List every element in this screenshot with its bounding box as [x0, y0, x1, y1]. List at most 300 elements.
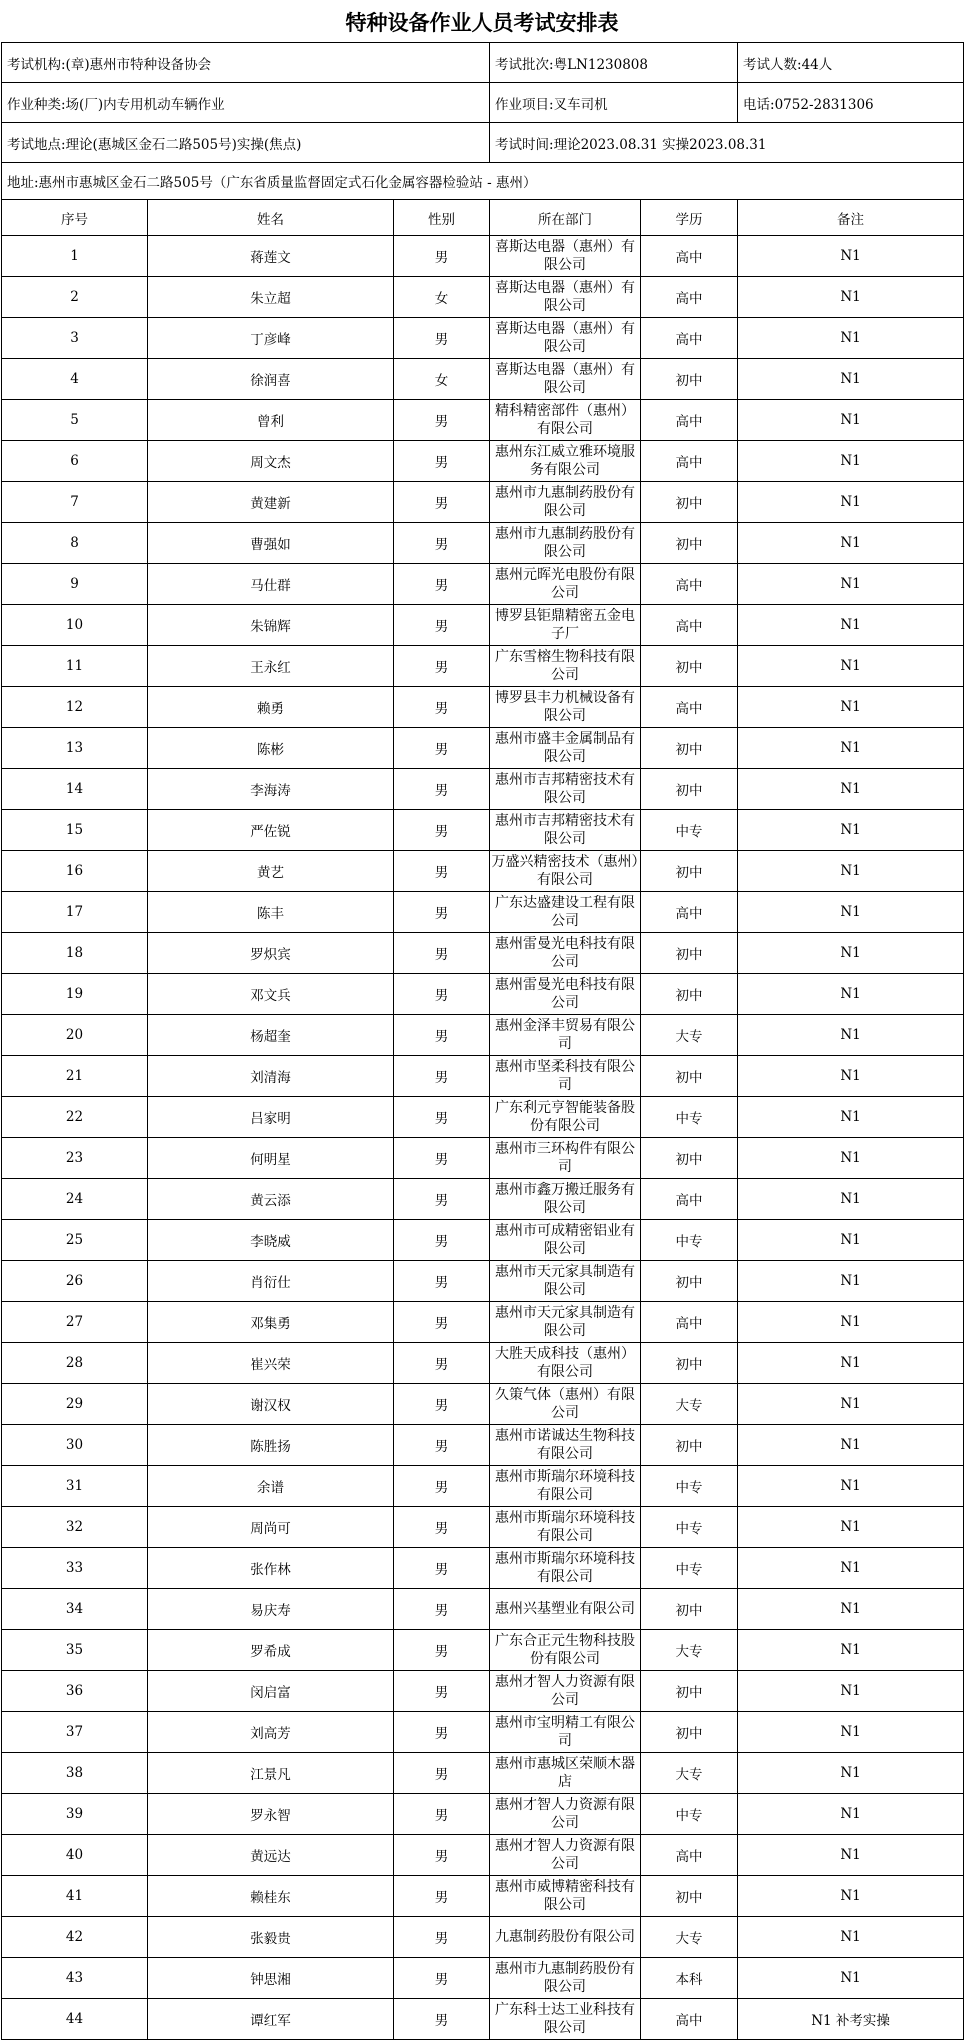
- cell-remark: N1: [738, 482, 964, 523]
- cell-dept: 博罗县丰力机械设备有限公司: [490, 687, 641, 728]
- cell-remark: N1: [738, 1343, 964, 1384]
- cell-remark: N1: [738, 523, 964, 564]
- cell-gender: 男: [394, 1343, 490, 1384]
- table-row: [2, 400, 964, 441]
- cell-gender: 男: [394, 769, 490, 810]
- cell-no: 33: [2, 1548, 148, 1589]
- cell-name: 周文杰: [148, 441, 394, 482]
- cell-gender: 男: [394, 1220, 490, 1261]
- cell-name: 刘高芳: [148, 1712, 394, 1753]
- table-row: [2, 851, 964, 892]
- cell-dept: 喜斯达电器（惠州）有限公司: [490, 236, 641, 277]
- cell-no: 2: [2, 277, 148, 318]
- cell-gender: 男: [394, 687, 490, 728]
- cell-gender: 男: [394, 1425, 490, 1466]
- cell-gender: 男: [394, 1466, 490, 1507]
- header-name: 姓名: [148, 200, 394, 236]
- cell-dept: 惠州兴基塑业有限公司: [490, 1589, 641, 1630]
- cell-dept: 惠州市三环构件有限公司: [490, 1138, 641, 1179]
- cell-dept: 惠州市斯瑞尔环境科技有限公司: [490, 1548, 641, 1589]
- table-row: [2, 1671, 964, 1712]
- cell-no: 14: [2, 769, 148, 810]
- table-row: [2, 523, 964, 564]
- cell-name: 黄云添: [148, 1179, 394, 1220]
- cell-name: 杨超奎: [148, 1015, 394, 1056]
- cell-name: 周尚可: [148, 1507, 394, 1548]
- table-row: [2, 1589, 964, 1630]
- cell-remark: N1: [738, 1753, 964, 1794]
- cell-remark: N1: [738, 1712, 964, 1753]
- table-row: [2, 1753, 964, 1794]
- cell-name: 陈胜扬: [148, 1425, 394, 1466]
- cell-name: 肖衍仕: [148, 1261, 394, 1302]
- cell-name: 张作林: [148, 1548, 394, 1589]
- cell-name: 黄建新: [148, 482, 394, 523]
- cell-dept: 惠州市斯瑞尔环境科技有限公司: [490, 1466, 641, 1507]
- table-row: [2, 1220, 964, 1261]
- cell-gender: 男: [394, 1999, 490, 2040]
- cell-remark: N1: [738, 851, 964, 892]
- cell-remark: N1: [738, 441, 964, 482]
- cell-no: 31: [2, 1466, 148, 1507]
- cell-edu: 初中: [641, 1261, 738, 1302]
- cell-no: 43: [2, 1958, 148, 1999]
- cell-no: 3: [2, 318, 148, 359]
- cell-remark: N1: [738, 892, 964, 933]
- cell-edu: 大专: [641, 1753, 738, 1794]
- cell-remark: N1: [738, 974, 964, 1015]
- cell-name: 崔兴荣: [148, 1343, 394, 1384]
- table-row: [2, 1835, 964, 1876]
- cell-dept: 精科精密部件（惠州）有限公司: [490, 400, 641, 441]
- info-row-1: [2, 43, 964, 83]
- cell-edu: 初中: [641, 1589, 738, 1630]
- cell-no: 34: [2, 1589, 148, 1630]
- cell-gender: 男: [394, 728, 490, 769]
- cell-edu: 高中: [641, 236, 738, 277]
- cell-edu: 初中: [641, 1343, 738, 1384]
- cell-gender: 男: [394, 1302, 490, 1343]
- cell-remark: N1: [738, 236, 964, 277]
- cell-no: 39: [2, 1794, 148, 1835]
- cell-edu: 初中: [641, 1712, 738, 1753]
- cell-remark: N1: [738, 769, 964, 810]
- cell-edu: 高中: [641, 687, 738, 728]
- cell-gender: 男: [394, 810, 490, 851]
- cell-dept: 久策气体（惠州）有限公司: [490, 1384, 641, 1425]
- cell-edu: 中专: [641, 810, 738, 851]
- cell-no: 26: [2, 1261, 148, 1302]
- cell-name: 马仕群: [148, 564, 394, 605]
- table-row: [2, 564, 964, 605]
- cell-edu: 高中: [641, 318, 738, 359]
- cell-no: 35: [2, 1630, 148, 1671]
- cell-dept: 惠州才智人力资源有限公司: [490, 1835, 641, 1876]
- cell-name: 曾利: [148, 400, 394, 441]
- cell-remark: N1: [738, 1384, 964, 1425]
- cell-dept: 万盛兴精密技术（惠州）有限公司: [490, 851, 641, 892]
- cell-dept: 广东雪榕生物科技有限公司: [490, 646, 641, 687]
- cell-name: 余谱: [148, 1466, 394, 1507]
- cell-no: 12: [2, 687, 148, 728]
- cell-edu: 大专: [641, 1384, 738, 1425]
- table-row: [2, 1179, 964, 1220]
- cell-gender: 男: [394, 441, 490, 482]
- cell-no: 7: [2, 482, 148, 523]
- cell-remark: N1: [738, 605, 964, 646]
- cell-dept: 广东科士达工业科技有限公司: [490, 1999, 641, 2040]
- cell-name: 吕家明: [148, 1097, 394, 1138]
- cell-gender: 男: [394, 1958, 490, 1999]
- cell-gender: 男: [394, 605, 490, 646]
- cell-gender: 男: [394, 1138, 490, 1179]
- table-row: [2, 728, 964, 769]
- cell-name: 刘清海: [148, 1056, 394, 1097]
- cell-gender: 女: [394, 359, 490, 400]
- exam-batch: 考试批次:粤LN1230808: [490, 43, 738, 83]
- cell-remark: N1: [738, 1425, 964, 1466]
- table-row: [2, 974, 964, 1015]
- cell-remark: N1: [738, 1261, 964, 1302]
- cell-name: 罗希成: [148, 1630, 394, 1671]
- cell-gender: 男: [394, 1015, 490, 1056]
- cell-dept: 惠州市天元家具制造有限公司: [490, 1302, 641, 1343]
- cell-no: 36: [2, 1671, 148, 1712]
- table-row: [2, 1917, 964, 1958]
- cell-name: 蒋莲文: [148, 236, 394, 277]
- cell-gender: 男: [394, 1589, 490, 1630]
- cell-gender: 男: [394, 1835, 490, 1876]
- table-row: [2, 933, 964, 974]
- cell-gender: 男: [394, 1179, 490, 1220]
- cell-no: 13: [2, 728, 148, 769]
- cell-edu: 高中: [641, 441, 738, 482]
- cell-gender: 女: [394, 277, 490, 318]
- cell-edu: 高中: [641, 277, 738, 318]
- table-row: [2, 359, 964, 400]
- header-no: 序号: [2, 200, 148, 236]
- cell-remark: N1: [738, 1835, 964, 1876]
- cell-name: 黄远达: [148, 1835, 394, 1876]
- cell-name: 丁彦峰: [148, 318, 394, 359]
- cell-name: 赖勇: [148, 687, 394, 728]
- table-row: [2, 646, 964, 687]
- cell-gender: 男: [394, 1712, 490, 1753]
- table-row: [2, 1999, 964, 2040]
- cell-no: 38: [2, 1753, 148, 1794]
- cell-edu: 高中: [641, 564, 738, 605]
- cell-remark: N1: [738, 810, 964, 851]
- cell-dept: 惠州市宝明精工有限公司: [490, 1712, 641, 1753]
- cell-remark: N1: [738, 564, 964, 605]
- cell-dept: 惠州东江威立雅环境服务有限公司: [490, 441, 641, 482]
- table-row: [2, 892, 964, 933]
- cell-dept: 惠州金泽丰贸易有限公司: [490, 1015, 641, 1056]
- cell-dept: 惠州元晖光电股份有限公司: [490, 564, 641, 605]
- table-header: [2, 200, 964, 236]
- table-row: [2, 687, 964, 728]
- cell-gender: 男: [394, 892, 490, 933]
- cell-no: 1: [2, 236, 148, 277]
- cell-gender: 男: [394, 1794, 490, 1835]
- cell-dept: 惠州市吉邦精密技术有限公司: [490, 810, 641, 851]
- cell-no: 15: [2, 810, 148, 851]
- cell-dept: 惠州雷曼光电科技有限公司: [490, 974, 641, 1015]
- table-row: [2, 605, 964, 646]
- cell-remark: N1: [738, 1671, 964, 1712]
- cell-no: 16: [2, 851, 148, 892]
- address: 地址:惠州市惠城区金石二路505号（广东省质量监督固定式石化金属容器检验站 - 惠州）: [2, 163, 964, 200]
- cell-no: 42: [2, 1917, 148, 1958]
- cell-dept: 喜斯达电器（惠州）有限公司: [490, 318, 641, 359]
- cell-no: 11: [2, 646, 148, 687]
- header-dept: 所在部门: [490, 200, 641, 236]
- cell-dept: 广东合正元生物科技股份有限公司: [490, 1630, 641, 1671]
- cell-no: 19: [2, 974, 148, 1015]
- cell-name: 谢汉权: [148, 1384, 394, 1425]
- table-row: [2, 1097, 964, 1138]
- cell-no: 27: [2, 1302, 148, 1343]
- cell-gender: 男: [394, 1876, 490, 1917]
- table-row: [2, 1548, 964, 1589]
- table-row: [2, 769, 964, 810]
- cell-dept: 惠州市天元家具制造有限公司: [490, 1261, 641, 1302]
- cell-dept: 惠州市吉邦精密技术有限公司: [490, 769, 641, 810]
- cell-name: 张毅贵: [148, 1917, 394, 1958]
- cell-name: 李晓威: [148, 1220, 394, 1261]
- cell-name: 何明星: [148, 1138, 394, 1179]
- cell-name: 陈丰: [148, 892, 394, 933]
- cell-edu: 初中: [641, 646, 738, 687]
- cell-gender: 男: [394, 564, 490, 605]
- cell-gender: 男: [394, 1097, 490, 1138]
- cell-gender: 男: [394, 318, 490, 359]
- cell-dept: 惠州市威博精密科技有限公司: [490, 1876, 641, 1917]
- cell-edu: 初中: [641, 1138, 738, 1179]
- cell-name: 朱立超: [148, 277, 394, 318]
- cell-no: 44: [2, 1999, 148, 2040]
- cell-no: 24: [2, 1179, 148, 1220]
- cell-no: 6: [2, 441, 148, 482]
- cell-no: 21: [2, 1056, 148, 1097]
- cell-gender: 男: [394, 1917, 490, 1958]
- cell-remark: N1: [738, 1589, 964, 1630]
- cell-name: 罗炽宾: [148, 933, 394, 974]
- cell-gender: 男: [394, 933, 490, 974]
- cell-name: 李海涛: [148, 769, 394, 810]
- cell-name: 黄艺: [148, 851, 394, 892]
- cell-no: 17: [2, 892, 148, 933]
- cell-remark: N1: [738, 728, 964, 769]
- cell-gender: 男: [394, 851, 490, 892]
- table-row: [2, 236, 964, 277]
- cell-edu: 高中: [641, 1835, 738, 1876]
- cell-dept: 喜斯达电器（惠州）有限公司: [490, 277, 641, 318]
- cell-gender: 男: [394, 1507, 490, 1548]
- table-row: [2, 1261, 964, 1302]
- cell-remark: N1: [738, 1056, 964, 1097]
- cell-no: 10: [2, 605, 148, 646]
- cell-name: 徐润喜: [148, 359, 394, 400]
- cell-gender: 男: [394, 1261, 490, 1302]
- cell-remark: N1: [738, 277, 964, 318]
- cell-name: 谭红军: [148, 1999, 394, 2040]
- cell-remark: N1: [738, 1548, 964, 1589]
- cell-name: 朱锦辉: [148, 605, 394, 646]
- cell-no: 5: [2, 400, 148, 441]
- table-row: [2, 277, 964, 318]
- cell-name: 曹强如: [148, 523, 394, 564]
- cell-dept: 大胜天成科技（惠州）有限公司: [490, 1343, 641, 1384]
- table-row: [2, 1794, 964, 1835]
- table-row: [2, 1876, 964, 1917]
- cell-no: 32: [2, 1507, 148, 1548]
- schedule-table: [1, 42, 964, 2040]
- cell-edu: 中专: [641, 1794, 738, 1835]
- exam-org: 考试机构:(章)惠州市特种设备协会: [2, 43, 490, 83]
- work-item: 作业项目:叉车司机: [490, 83, 738, 123]
- cell-gender: 男: [394, 236, 490, 277]
- cell-no: 30: [2, 1425, 148, 1466]
- info-row-3: [2, 123, 964, 163]
- table-row: [2, 482, 964, 523]
- cell-remark: N1: [738, 1630, 964, 1671]
- cell-remark: N1: [738, 1220, 964, 1261]
- cell-remark: N1: [738, 1466, 964, 1507]
- cell-no: 22: [2, 1097, 148, 1138]
- table-row: [2, 1384, 964, 1425]
- cell-edu: 初中: [641, 482, 738, 523]
- cell-no: 8: [2, 523, 148, 564]
- cell-remark: N1: [738, 933, 964, 974]
- cell-remark: N1: [738, 687, 964, 728]
- cell-edu: 高中: [641, 1999, 738, 2040]
- cell-edu: 高中: [641, 892, 738, 933]
- cell-edu: 初中: [641, 728, 738, 769]
- cell-remark: N1: [738, 400, 964, 441]
- table-row: [2, 1712, 964, 1753]
- cell-gender: 男: [394, 1548, 490, 1589]
- cell-edu: 初中: [641, 523, 738, 564]
- cell-gender: 男: [394, 1671, 490, 1712]
- cell-no: 4: [2, 359, 148, 400]
- cell-gender: 男: [394, 1630, 490, 1671]
- cell-dept: 惠州市九惠制药股份有限公司: [490, 523, 641, 564]
- cell-remark: N1 补考实操: [738, 1999, 964, 2040]
- table-row: [2, 1343, 964, 1384]
- cell-no: 29: [2, 1384, 148, 1425]
- exam-time: 考试时间:理论2023.08.31 实操2023.08.31: [490, 123, 964, 163]
- work-category: 作业种类:场(厂)内专用机动车辆作业: [2, 83, 490, 123]
- cell-remark: N1: [738, 1917, 964, 1958]
- cell-no: 18: [2, 933, 148, 974]
- cell-name: 江景凡: [148, 1753, 394, 1794]
- cell-remark: N1: [738, 1794, 964, 1835]
- cell-remark: N1: [738, 1138, 964, 1179]
- cell-dept: 博罗县钜鼎精密五金电子厂: [490, 605, 641, 646]
- cell-dept: 惠州市九惠制药股份有限公司: [490, 482, 641, 523]
- cell-edu: 初中: [641, 974, 738, 1015]
- cell-edu: 中专: [641, 1507, 738, 1548]
- table-row: [2, 1138, 964, 1179]
- cell-remark: N1: [738, 359, 964, 400]
- cell-dept: 惠州市斯瑞尔环境科技有限公司: [490, 1507, 641, 1548]
- table-row: [2, 1466, 964, 1507]
- page-title: 特种设备作业人员考试安排表: [345, 11, 619, 35]
- info-row-2: [2, 83, 964, 123]
- cell-edu: 初中: [641, 851, 738, 892]
- cell-dept: 惠州市鑫万搬迁服务有限公司: [490, 1179, 641, 1220]
- table-row: [2, 1958, 964, 1999]
- phone: 电话:0752-2831306: [738, 83, 964, 123]
- address-row: [2, 163, 964, 200]
- cell-no: 40: [2, 1835, 148, 1876]
- table-row: [2, 810, 964, 851]
- cell-edu: 大专: [641, 1630, 738, 1671]
- table-row: [2, 318, 964, 359]
- table-row: [2, 441, 964, 482]
- cell-name: 赖桂东: [148, 1876, 394, 1917]
- cell-edu: 初中: [641, 1876, 738, 1917]
- cell-no: 28: [2, 1343, 148, 1384]
- cell-gender: 男: [394, 1056, 490, 1097]
- cell-edu: 中专: [641, 1466, 738, 1507]
- cell-no: 41: [2, 1876, 148, 1917]
- cell-edu: 高中: [641, 1179, 738, 1220]
- cell-edu: 中专: [641, 1220, 738, 1261]
- cell-name: 陈彬: [148, 728, 394, 769]
- table-row: [2, 1507, 964, 1548]
- header-remark: 备注: [738, 200, 964, 236]
- cell-gender: 男: [394, 482, 490, 523]
- exam-count: 考试人数:44人: [738, 43, 964, 83]
- cell-remark: N1: [738, 646, 964, 687]
- cell-edu: 初中: [641, 1671, 738, 1712]
- cell-edu: 大专: [641, 1917, 738, 1958]
- table-row: [2, 1630, 964, 1671]
- table-row: [2, 1015, 964, 1056]
- table-row: [2, 1425, 964, 1466]
- cell-remark: N1: [738, 1302, 964, 1343]
- cell-edu: 中专: [641, 1548, 738, 1589]
- cell-gender: 男: [394, 646, 490, 687]
- cell-dept: 惠州才智人力资源有限公司: [490, 1671, 641, 1712]
- cell-name: 邓文兵: [148, 974, 394, 1015]
- cell-dept: 惠州市可成精密铝业有限公司: [490, 1220, 641, 1261]
- exam-location: 考试地点:理论(惠城区金石二路505号)实操(焦点): [2, 123, 490, 163]
- cell-dept: 广东达盛建设工程有限公司: [490, 892, 641, 933]
- cell-edu: 本科: [641, 1958, 738, 1999]
- cell-edu: 初中: [641, 933, 738, 974]
- cell-edu: 大专: [641, 1015, 738, 1056]
- cell-no: 25: [2, 1220, 148, 1261]
- cell-no: 37: [2, 1712, 148, 1753]
- cell-dept: 喜斯达电器（惠州）有限公司: [490, 359, 641, 400]
- cell-dept: 惠州市九惠制药股份有限公司: [490, 1958, 641, 1999]
- cell-edu: 高中: [641, 1302, 738, 1343]
- cell-name: 邓集勇: [148, 1302, 394, 1343]
- header-gender: 性别: [394, 200, 490, 236]
- cell-no: 20: [2, 1015, 148, 1056]
- cell-dept: 惠州市坚柔科技有限公司: [490, 1056, 641, 1097]
- cell-remark: N1: [738, 1876, 964, 1917]
- cell-remark: N1: [738, 1015, 964, 1056]
- cell-remark: N1: [738, 1097, 964, 1138]
- table-row: [2, 1302, 964, 1343]
- cell-dept: 惠州市惠城区荣顺木器店: [490, 1753, 641, 1794]
- cell-name: 严佐锐: [148, 810, 394, 851]
- cell-dept: 惠州才智人力资源有限公司: [490, 1794, 641, 1835]
